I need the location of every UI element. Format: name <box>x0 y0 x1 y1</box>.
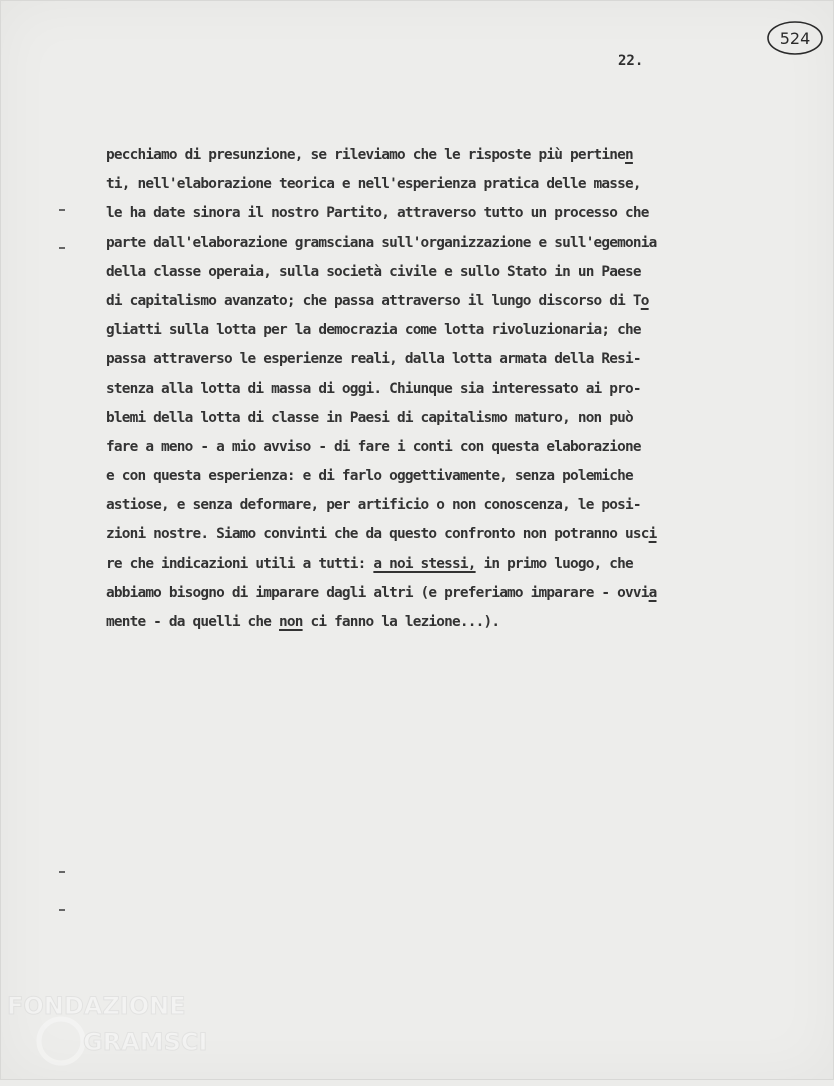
text-line: passa attraverso le esperienze reali, dalla lotta armata della Resi- <box>106 351 641 368</box>
text-line: astiose, e senza deformare, per artificio o non conoscenza, le posi- <box>106 497 641 514</box>
text-line: della classe operaia, sulla società civile e sullo Stato in un Paese <box>106 263 641 280</box>
archive-number-circle <box>765 19 825 57</box>
margin-mark <box>59 209 65 211</box>
text-line: di capitalismo avanzato; che passa attraverso il lungo discorso di To <box>106 292 649 309</box>
watermark-line2: GRAMSCI <box>83 1028 208 1056</box>
text-line: abbiamo bisogno di imparare dagli altri (e preferiamo imparare - ovvia <box>106 584 657 601</box>
archive-number-text: 524 <box>779 29 811 48</box>
text-line: blemi della lotta di classe in Paesi di capitalismo maturo, non può <box>106 409 633 426</box>
underlined-text: a <box>648 584 657 601</box>
text-line: mente - da quelli che non ci fanno la lezione...). <box>106 614 500 630</box>
underlined-text: non <box>279 614 303 630</box>
body-text <box>106 141 806 637</box>
text-line: parte dall'elaborazione gramsciana sull'organizzazione e sull'egemonia <box>106 234 657 251</box>
text-line: zioni nostre. Siamo convinti che da questo confronto non potranno usci <box>106 526 657 543</box>
underlined-text: a noi stessi, <box>373 555 476 572</box>
text-line: stenza alla lotta di massa di oggi. Chiunque sia interessato ai pro- <box>106 380 641 397</box>
text-line: gliatti sulla lotta per la democrazia come lotta rivoluzionaria; che <box>106 322 641 339</box>
underlined-text: n <box>625 147 633 163</box>
foundation-watermark-logo <box>1 986 221 1081</box>
underlined-text: o <box>640 292 649 309</box>
text-line: ti, nell'elaborazione teorica e nell'esperienza pratica delle masse, <box>106 176 641 193</box>
underlined-text: i <box>648 526 657 543</box>
watermark-line1: FONDAZIONE <box>7 992 186 1020</box>
text-line: pecchiamo di presunzione, se rileviamo che le risposte più pertinen <box>106 147 633 163</box>
margin-mark <box>59 871 65 873</box>
margin-mark <box>59 909 65 911</box>
archive-number-stamp <box>765 19 825 57</box>
text-line: le ha date sinora il nostro Partito, attraverso tutto un processo che <box>106 205 649 222</box>
text-line: e con questa esperienza: e di farlo oggettivamente, senza polemiche <box>106 468 633 485</box>
page-number: 22. <box>618 53 644 69</box>
margin-mark <box>59 247 65 249</box>
text-line: fare a meno - a mio avviso - di fare i conti con questa elaborazione <box>106 438 641 455</box>
text-line: re che indicazioni utili a tutti: a noi stessi, in primo luogo, che <box>106 555 633 572</box>
